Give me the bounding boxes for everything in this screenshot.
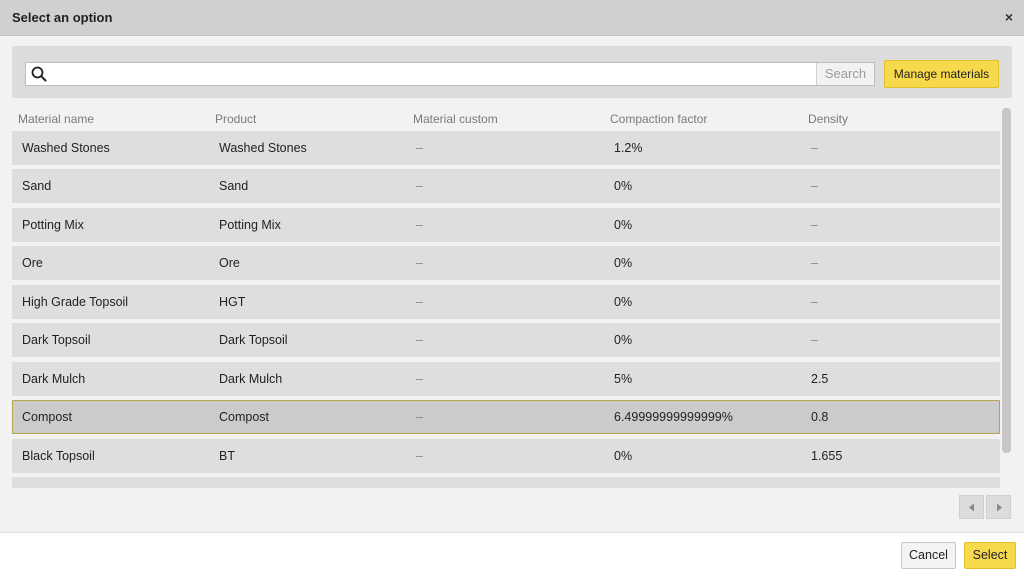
cell-product: Dark Topsoil	[219, 333, 288, 347]
cell-density: –	[811, 218, 818, 232]
table-row[interactable]	[12, 439, 1000, 473]
scrollbar-thumb[interactable]	[1002, 108, 1011, 453]
column-header-material-custom[interactable]: Material custom	[413, 112, 498, 126]
cell-material-name: Sand	[22, 179, 52, 193]
cell-density: –	[811, 256, 818, 270]
cell-product: HGT	[219, 295, 246, 309]
cell-density: 0.8	[811, 410, 829, 424]
table-row[interactable]	[12, 131, 1000, 165]
column-header-density[interactable]: Density	[808, 112, 849, 126]
cell-material-name: Dark Topsoil	[22, 333, 91, 347]
cell-material-custom: –	[416, 295, 423, 309]
search-box	[25, 62, 875, 86]
cell-material-name: Black Topsoil	[22, 449, 95, 463]
cell-product: Sand	[219, 179, 249, 193]
cell-material-name: Ore	[22, 256, 43, 270]
cell-material-custom: –	[416, 256, 423, 270]
previous-page-button[interactable]	[959, 495, 984, 519]
cell-compaction-factor: 0%	[614, 218, 633, 232]
cell-compaction-factor: 0%	[614, 449, 633, 463]
cell-product: BT	[219, 449, 235, 463]
dialog-footer	[0, 532, 1024, 575]
close-icon[interactable]: ×	[1004, 9, 1013, 25]
dialog-title: Select an option	[12, 10, 113, 25]
cell-product: Dark Mulch	[219, 372, 283, 386]
dialog-titlebar	[0, 0, 1024, 36]
cell-material-name: High Grade Topsoil	[22, 295, 129, 309]
cell-compaction-factor: 1.2%	[614, 141, 643, 155]
table-header	[12, 110, 1000, 128]
search-button[interactable]: Search	[816, 63, 874, 85]
cell-compaction-factor: 6.49999999999999%	[614, 410, 733, 424]
cell-density: –	[811, 179, 818, 193]
materials-list	[12, 131, 1000, 488]
search-toolbar	[12, 46, 1012, 98]
table-row[interactable]	[12, 285, 1000, 319]
cell-product: Compost	[219, 410, 270, 424]
cell-compaction-factor: 0%	[614, 295, 633, 309]
select-button[interactable]: Select	[964, 542, 1016, 569]
cell-product: Washed Stones	[219, 141, 307, 155]
table-row[interactable]	[12, 208, 1000, 242]
dialog-body	[0, 36, 1024, 532]
next-page-button[interactable]	[986, 495, 1011, 519]
cell-compaction-factor: 0%	[614, 256, 633, 270]
cell-density: –	[811, 295, 818, 309]
table-row-partial[interactable]	[12, 477, 1000, 488]
cell-product: Ore	[219, 256, 240, 270]
table-row[interactable]	[12, 323, 1000, 357]
cell-material-name: Dark Mulch	[22, 372, 86, 386]
cell-material-name: Potting Mix	[22, 218, 84, 232]
cell-material-name: Washed Stones	[22, 141, 110, 155]
cell-density: –	[811, 141, 818, 155]
cell-material-custom: –	[416, 179, 423, 193]
cancel-button[interactable]: Cancel	[901, 542, 956, 569]
cell-material-name: Compost	[22, 410, 73, 424]
cell-material-custom: –	[416, 372, 423, 386]
cell-material-custom: –	[416, 410, 423, 424]
table-row[interactable]	[12, 362, 1000, 396]
cell-compaction-factor: 0%	[614, 333, 633, 347]
cell-density: 2.5	[811, 372, 829, 386]
triangle-left-icon	[968, 503, 976, 512]
cell-material-custom: –	[416, 141, 423, 155]
cell-density: –	[811, 333, 818, 347]
manage-materials-button[interactable]: Manage materials	[884, 60, 999, 88]
table-row[interactable]	[12, 169, 1000, 203]
cell-material-custom: –	[416, 449, 423, 463]
triangle-right-icon	[995, 503, 1003, 512]
column-header-material-name[interactable]: Material name	[18, 112, 95, 126]
column-header-compaction-factor[interactable]: Compaction factor	[610, 112, 708, 126]
cell-material-custom: –	[416, 333, 423, 347]
cell-density: 1.655	[811, 449, 843, 463]
cell-product: Potting Mix	[219, 218, 281, 232]
search-icon	[31, 66, 47, 82]
cell-compaction-factor: 5%	[614, 372, 633, 386]
table-row[interactable]	[12, 246, 1000, 280]
cell-compaction-factor: 0%	[614, 179, 633, 193]
table-row-selected[interactable]	[12, 400, 1000, 434]
cell-material-custom: –	[416, 218, 423, 232]
column-header-product[interactable]: Product	[215, 112, 257, 126]
search-input[interactable]	[52, 63, 842, 85]
